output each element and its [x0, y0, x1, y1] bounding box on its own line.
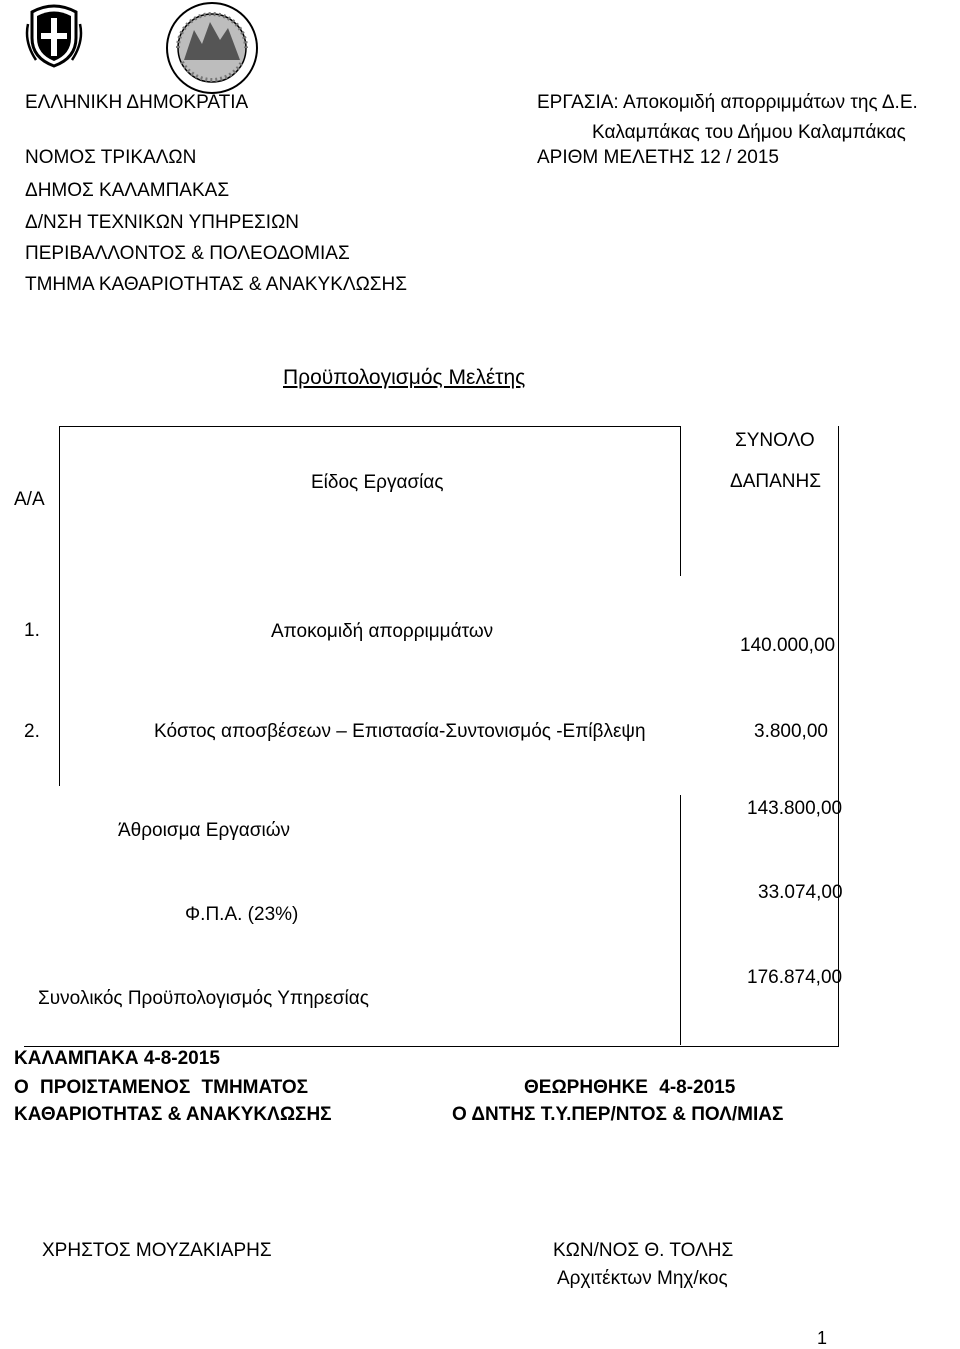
- vat-value: 33.074,00: [758, 882, 843, 903]
- page-number: 1: [817, 1328, 828, 1348]
- column-header-total-line1: ΣΥΝΟΛΟ: [735, 430, 815, 451]
- header-line-country: ΕΛΛΗΝΙΚΗ ΔΗΜΟΚΡΑΤΙΑ: [25, 92, 249, 113]
- right-signatory-title: Αρχιτέκτων Μηχ/κος: [557, 1268, 728, 1289]
- right-signatory-role-2: Ο ΔΝΤΗΣ Τ.Υ.ΠΕΡ/ΝΤΟΣ & ΠΟΛ/ΜΙΑΣ: [452, 1104, 784, 1125]
- table-row-2-description: Κόστος αποσβέσεων – Επιστασία-Συντονισμός -Επίβλεψη: [154, 721, 646, 742]
- header-line-department: ΤΜΗΜΑ ΚΑΘΑΡΙΟΤΗΤΑΣ & ΑΝΑΚΥΚΛΩΣΗΣ: [25, 274, 407, 295]
- left-signatory-name: ΧΡΗΣΤΟΣ ΜΟΥΖΑΚΙΑΡΗΣ: [42, 1240, 272, 1261]
- header-line-environment: ΠΕΡΙΒΑΛΛΟΝΤΟΣ & ΠΟΛΕΟΔΟΜΙΑΣ: [25, 243, 350, 264]
- grand-total-value: 176.874,00: [747, 967, 843, 988]
- budget-title: Προϋπολογισμός Μελέτης: [283, 366, 526, 389]
- right-signatory-role-1: ΘΕΩΡΗΘΗΚΕ 4-8-2015: [524, 1077, 736, 1098]
- left-signatory-role-2: ΚΑΘΑΡΙΟΤΗΤΑΣ & ΑΝΑΚΥΚΛΩΣΗΣ: [14, 1104, 332, 1125]
- header-line-municipality: ΔΗΜΟΣ ΚΑΛΑΜΠΑΚΑΣ: [25, 180, 230, 201]
- municipality-seal-logo: [164, 0, 260, 96]
- table-row-1-amount: 140.000,00: [740, 635, 836, 656]
- project-title-line-2: Καλαμπάκας του Δήμου Καλαμπάκας: [592, 122, 906, 143]
- header-line-directorate: Δ/ΝΣΗ ΤΕΧΝΙΚΩΝ ΥΠΗΡΕΣΙΩΝ: [25, 212, 299, 233]
- table-row-2-number: 2.: [24, 721, 40, 742]
- project-title-line-1: ΕΡΓΑΣΙΑ: Αποκομιδή απορριμμάτων της Δ.Ε.: [537, 92, 918, 113]
- column-header-work-type: Είδος Εργασίας: [311, 472, 444, 493]
- table-row-1-description: Αποκομιδή απορριμμάτων: [271, 621, 494, 642]
- greek-emblem-logo: [24, 2, 84, 68]
- study-number: ΑΡΙΘΜ ΜΕΛΕΤΗΣ 12 / 2015: [537, 147, 779, 168]
- table-row-2-amount: 3.800,00: [754, 721, 828, 742]
- right-signatory-name: ΚΩΝ/ΝΟΣ Θ. ΤΟΛΗΣ: [553, 1240, 734, 1261]
- place-and-date: ΚΑΛΑΜΠΑΚΑ 4-8-2015: [14, 1048, 220, 1069]
- header-line-prefecture: ΝΟΜΟΣ ΤΡΙΚΑΛΩΝ: [25, 147, 197, 168]
- table-row-1-number: 1.: [24, 620, 40, 641]
- sum-of-works-label: Άθροισμα Εργασιών: [118, 820, 291, 841]
- sum-of-works-value: 143.800,00: [747, 798, 843, 819]
- column-header-aa: Α/Α: [14, 489, 45, 510]
- left-signatory-role-1: Ο ΠΡΟΙΣΤΑΜΕΝΟΣ ΤΜΗΜΑΤΟΣ: [14, 1077, 309, 1098]
- column-header-total-line2: ΔΑΠΑΝΗΣ: [730, 471, 821, 492]
- vat-label: Φ.Π.Α. (23%): [185, 904, 299, 925]
- grand-total-label: Συνολικός Προϋπολογισμός Υπηρεσίας: [38, 988, 369, 1009]
